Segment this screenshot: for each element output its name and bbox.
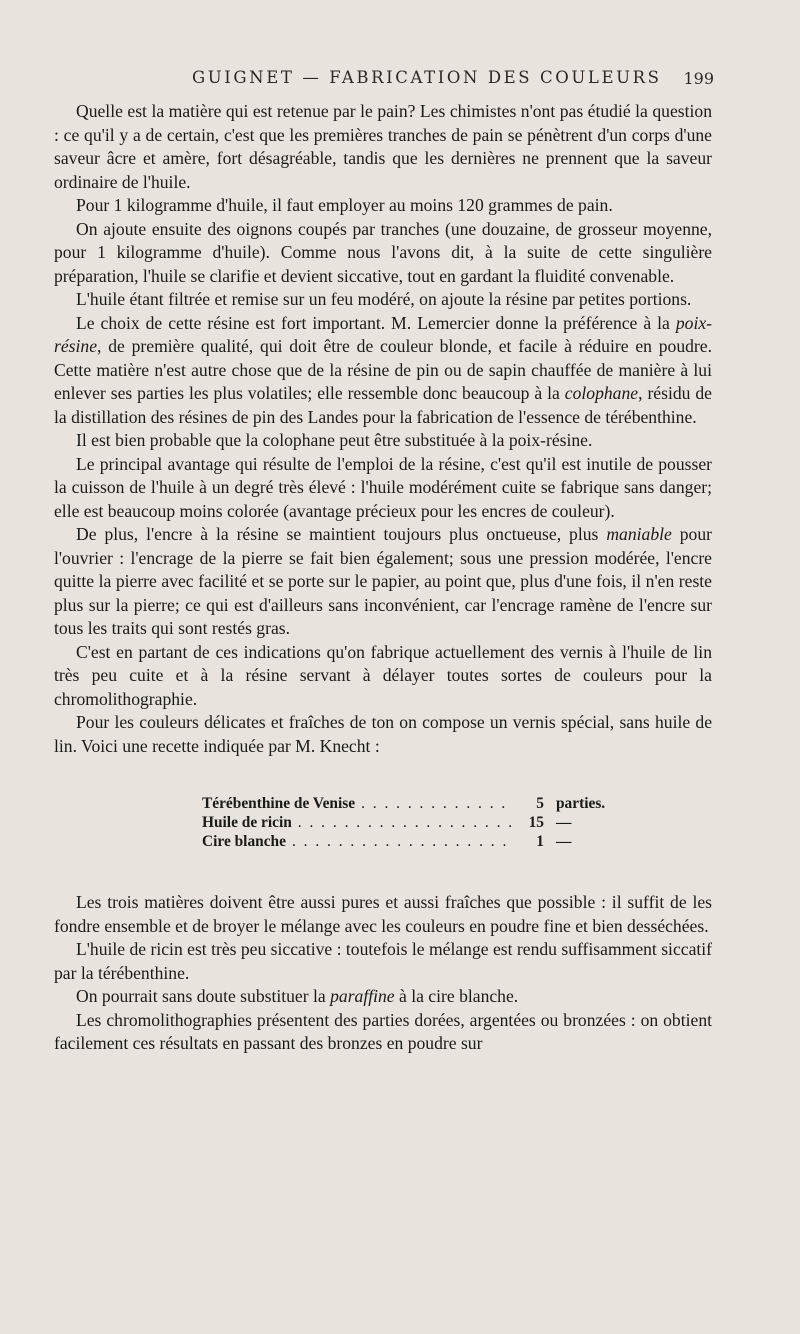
dot-leader — [292, 832, 514, 851]
italic-term: colophane — [564, 383, 639, 403]
paragraph — [54, 194, 712, 218]
text-run: Le principal avantage qui résulte de l'emploi de la résine, c'est qu'il est inutile de pousser la cuisson de l'huile à un degré très élevé : l'huile modérément cuite se fabrique sans danger; elle est beaucoup moins colorée (avantage précieux pour les encres de couleur). — [54, 453, 712, 521]
text-run: On ajoute ensuite des oignons coupés par tranches (une douzaine, de grosseur moyenne, pour 1 kilogramme d'huile). Comme nous l'avons dit, à la suite de cette singulière préparation, l'huile se clarifie et devient siccative, tout en gardant la fluidité convenable. — [54, 218, 712, 286]
text-run: Quelle est la matière qui est retenue par le pain? Les chimistes n'ont pas étudié la question : ce qu'il y a de certain, c'est que les premières tranches de pain se pénètrent d'un corps d'une saveur âcre et amère, fort désagréable, tandis que les dernières ne prennent que la saveur ordinaire de l'huile. — [54, 101, 712, 192]
recipe-unit: — — [556, 814, 572, 831]
paragraph — [54, 429, 712, 453]
text-run: , résidu de la distillation des résines de pin des Landes pour la fabrication de l'essence de térébenthine. — [54, 383, 712, 427]
recipe-qty: 5 — [536, 795, 544, 812]
italic-term: paraffine — [330, 986, 395, 1006]
paragraph — [54, 100, 712, 194]
text-run: L'huile de ricin est très peu siccative : toutefois le mélange est rendu suffisamment siccatif par la térébenthine. — [54, 939, 713, 983]
text-run: C'est en partant de ces indications qu'on fabrique actuellement des vernis à l'huile de lin très peu cuite et à la résine servant à délayer toutes sortes de couleurs pour la chromolithographie. — [54, 641, 712, 709]
recipe-qty: 15 — [528, 814, 544, 831]
paragraph — [54, 891, 712, 938]
recipe-name: Huile de ricin — [202, 814, 292, 831]
paragraph — [54, 1009, 712, 1056]
text-run: De plus, l'encre à la résine se maintient toujours plus onctueuse, plus — [76, 524, 607, 544]
paragraph — [54, 288, 712, 312]
text-run: Les trois matières doivent être aussi pures et aussi fraîches que possible : il suffit de les fondre ensemble et de broyer le mélange avec les couleurs en poudre fine et bien desséchées. — [54, 892, 712, 936]
paragraph — [54, 312, 712, 430]
text-run: , de première qualité, qui doit être de couleur blonde, et facile à réduire en poudre. Cette matière n'est autre chose que de la résine de pin ou de sapin chauffée de manière à lui enlever ses parties les plus volatiles; elle ressemble donc beaucoup à la — [54, 336, 712, 403]
paragraph — [54, 523, 712, 641]
text-run: à la cire blanche. — [394, 986, 519, 1006]
paragraphs-after-recipe — [54, 891, 712, 1056]
text-run: Pour 1 kilogramme d'huile, il faut employer au moins 120 grammes de pain. — [76, 195, 613, 215]
recipe-row — [202, 813, 616, 832]
running-head — [52, 68, 714, 94]
recipe-name: Térébenthine de Venise — [202, 795, 356, 812]
paragraph — [54, 453, 712, 524]
italic-term: poix-résine — [54, 312, 712, 356]
dot-leader — [361, 794, 514, 813]
recipe-unit: — — [556, 833, 572, 850]
paragraph — [54, 641, 712, 712]
paragraph — [54, 938, 712, 985]
paragraphs-before-recipe — [54, 100, 712, 758]
text-run: Le choix de cette résine est fort important. M. Lemercier donne la préférence à la — [76, 312, 676, 333]
text-run: Il est bien probable que la colophane peut être substituée à la poix-résine. — [76, 430, 593, 450]
italic-term: maniable — [606, 524, 672, 544]
body-text — [54, 100, 712, 1056]
text-run: Les chromolithographies présentent des parties dorées, argentées ou bronzées : on obtient facilement ces résultats en passant des bronzes en poudre sur — [54, 1009, 712, 1053]
paragraph — [54, 985, 712, 1009]
recipe-qty: 1 — [536, 833, 544, 850]
recipe-unit: parties. — [556, 795, 606, 812]
page-number: 199 — [683, 69, 714, 88]
recipe-table — [202, 794, 616, 851]
paragraph — [54, 711, 712, 758]
recipe-name: Cire blanche — [202, 833, 286, 850]
text-run: On pourrait sans doute substituer la — [76, 986, 331, 1006]
text-run: Pour les couleurs délicates et fraîches de ton on compose un vernis spécial, sans huile de lin. Voici une recette indiquée par M. Knecht : — [54, 712, 712, 756]
dot-leader — [298, 813, 514, 832]
recipe-row — [202, 794, 616, 813]
running-title: GUIGNET — FABRICATION DES COULEURS — [192, 68, 662, 87]
text-run: L'huile étant filtrée et remise sur un feu modéré, on ajoute la résine par petites portions. — [76, 289, 692, 309]
text-run: pour l'ouvrier : l'encrage de la pierre se fait bien également; sous une pression modérée, l'encre quitte la pierre avec facilité et se porte sur le papier, au point que, plus d'une fois, il n'en reste plus sur la pierre; ce qui est d'ailleurs sans inconvénient, car l'encrage ramène de l'encre sur tous les traits qui sont restés gras. — [54, 524, 712, 638]
recipe-row — [202, 832, 616, 851]
paragraph — [54, 218, 712, 289]
